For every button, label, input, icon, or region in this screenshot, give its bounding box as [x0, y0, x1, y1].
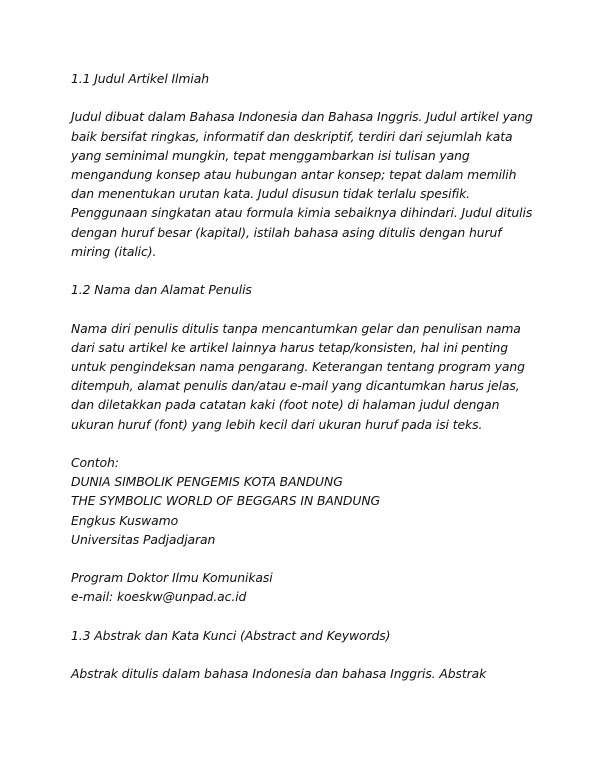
section-heading-nama-alamat: 1.2 Nama dan Alamat Penulis [71, 282, 252, 298]
example-title-indonesian: DUNIA SIMBOLIK PENGEMIS KOTA BANDUNG [71, 474, 343, 490]
section-paragraph-judul: Judul dibuat dalam Bahasa Indonesia dan Bahasa Inggris. Judul artikel yang baik bersifat ringkas, informatif dan deskriptif, terdiri dari sejumlah kata yang seminimal mungkin, tepat menggambarkan isi tulisan yang mengandung konsep atau hubungan antar konsep; tepat dalam memilih dan menentukan urutan kata. Judul disusun tidak terlalu spesifik. Penggunaan singkatan atau formula kimia sebaiknya dihindari. Judul ditulis dengan huruf besar (kapital), istilah bahasa asing ditulis dengan huruf miring (italic). [71, 109, 533, 259]
section-paragraph-nama-alamat: Nama diri penulis ditulis tanpa mencantumkan gelar dan penulisan nama dari satu artikel ke artikel lainnya harus tetap/konsisten, hal ini penting untuk pengindeksan nama pengarang. Keterangan tentang program yang ditempuh, alamat penulis dan/atau e-mail yang dicantumkan harus jelas, dan diletakkan pada catatan kaki (foot note) di halaman judul dengan ukuran huruf (font) yang lebih kecil dari ukuran huruf pada isi teks. [71, 320, 525, 432]
section-heading-judul: 1.1 Judul Artikel Ilmiah [71, 71, 209, 86]
example-block-title-author [71, 453, 533, 549]
example-university: Universitas Padjadjaran [71, 531, 216, 547]
example-block-program-email [71, 568, 533, 606]
example-title-english: THE SYMBOLIC WORLD OF BEGGARS IN BANDUNG [71, 493, 381, 509]
example-program: Program Doktor Ilmu Komunikasi [71, 570, 273, 586]
example-label: Contoh: [71, 455, 119, 470]
example-email: e-mail: koeskw@unpad.ac.id [71, 589, 247, 605]
document-body [71, 69, 533, 703]
section-paragraph-abstrak: Abstrak ditulis dalam bahasa Indonesia dan bahasa Inggris. Abstrak [71, 666, 487, 682]
section-heading-abstrak: 1.3 Abstrak dan Kata Kunci (Abstract and Keywords) [71, 627, 391, 643]
example-author-name: Engkus Kuswamo [71, 512, 179, 528]
